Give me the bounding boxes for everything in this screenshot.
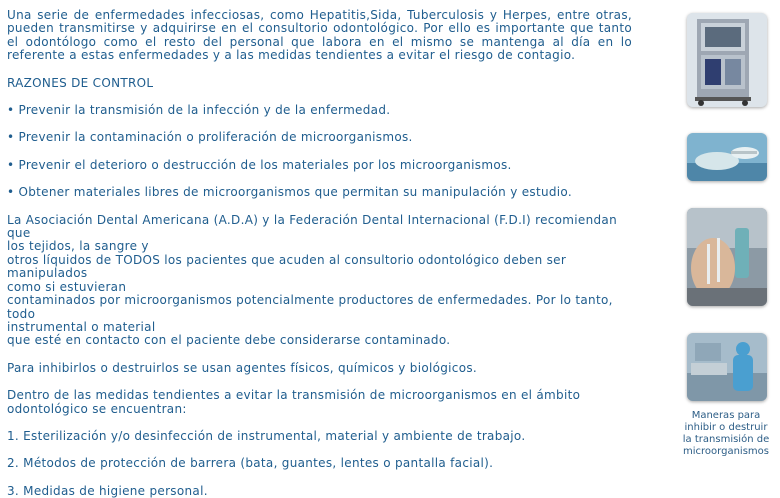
agents-paragraph: Para inhibirlos o destruirlos se usan agentes físicos, químicos y biológicos.	[7, 360, 478, 375]
caption-line: la transmisión de	[682, 434, 770, 445]
intro-paragraph: Una serie de enfermedades infecciosas, como Hepatitis,Sida, Tuberculosis y Herpes, entre otras, pueden transmitirse y adquirirse en el consultorio odontológico. Por ello es importante que tanto el odontólogo como el resto del personal que labora en el mismo se mantenga al día en lo referente a estas enfermedades y a las medidas tendientes a evitar el riesgo de contagio.	[7, 8, 632, 63]
caption-line: microorganismos	[683, 446, 769, 457]
dental-staff-photo	[687, 333, 767, 401]
sterilizer-photo	[687, 13, 767, 107]
ada-line: otros líquidos de TODOS los pacientes que acuden al consultorio odontológico deben ser manipulados	[7, 252, 567, 281]
image-caption	[672, 410, 780, 458]
dental-instruments-photo	[687, 208, 767, 306]
ada-line: que esté en contacto con el paciente debe considerarse contaminado.	[7, 333, 451, 348]
bullet-item: • Prevenir la contaminación o proliferación de microorganismos.	[7, 130, 413, 145]
caption-line: inhibir o destruir	[684, 422, 768, 433]
measures-intro: Dentro de las medidas tendientes a evitar la transmisión de microorganismos en el ámbito odontológico se encuentran:	[7, 388, 581, 416]
ada-line: contaminados por microorganismos potencialmente productores de enfermedades. Por lo tanto, todo	[7, 293, 613, 321]
bullet-item: • Prevenir la transmisión de la infección y de la enfermedad.	[7, 103, 391, 118]
bullet-item: • Prevenir el deterioro o destrucción de los materiales por los microorganismos.	[7, 157, 512, 172]
bullet-item: • Obtener materiales libres de microorganismos que permitan su manipulación y estudio.	[7, 185, 572, 200]
ada-paragraph	[7, 214, 632, 348]
gloved-hands-photo	[687, 133, 767, 181]
section-heading: RAZONES DE CONTROL	[7, 75, 154, 90]
article-body	[7, 9, 632, 498]
ada-line: como si estuvieran	[7, 279, 127, 294]
measure-item: 2. Métodos de protección de barrera (bata, guantes, lentes o pantalla facial).	[7, 456, 494, 471]
ada-line: La Asociación Dental Americana (A.D.A) y la Federación Dental Internacional (F.D.I) recomiendan que	[7, 212, 617, 241]
caption-line: Maneras para	[691, 410, 761, 421]
ada-line: instrumental o material	[7, 319, 156, 334]
measure-item: 3. Medidas de higiene personal.	[7, 483, 208, 498]
ada-line: los tejidos, la sangre y	[7, 239, 149, 254]
measure-item: 1. Esterilización y/o desinfección de instrumental, material y ambiente de trabajo.	[7, 428, 526, 443]
